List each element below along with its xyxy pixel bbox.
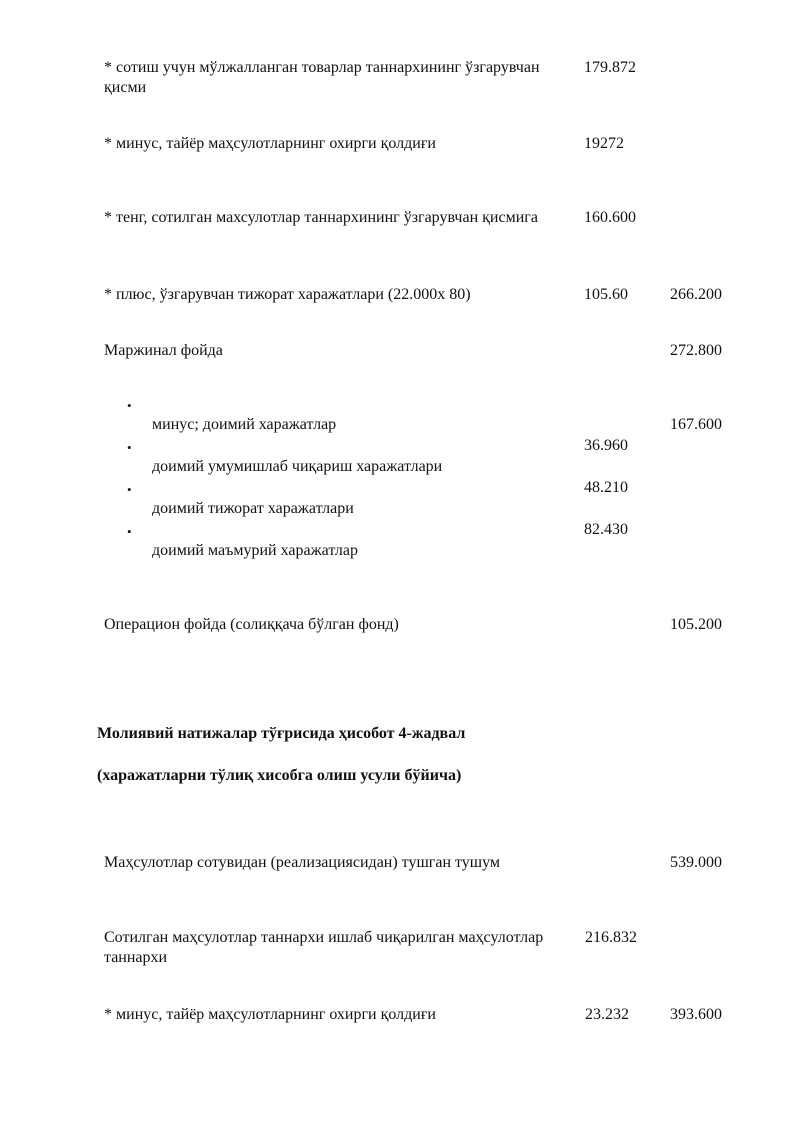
row-value: 19272 <box>584 135 624 152</box>
row-label: * плюс, ўзгарувчан тижорат харажатлари (22.000х 80) <box>104 286 471 303</box>
operating-profit-label: Операцион фойда (солиққача бўлган фонд) <box>104 616 399 633</box>
row-value: 216.832 <box>585 929 637 946</box>
row-value: 23.232 <box>585 1006 629 1023</box>
list-item-value: 82.430 <box>584 521 628 538</box>
bullet-icon: • <box>127 398 132 413</box>
bullet-icon: • <box>127 524 132 539</box>
row-total: 393.600 <box>670 1006 722 1023</box>
bullet-icon: • <box>127 440 132 455</box>
row-total: 539.000 <box>670 854 722 871</box>
row-value: 160.600 <box>584 209 636 226</box>
bullet-icon: • <box>127 482 132 497</box>
row-value: 105.60 <box>584 286 628 303</box>
list-item-label: доимий тижорат харажатлари <box>152 500 354 517</box>
row-label: Маржинал фойда <box>104 342 223 359</box>
row-label: * минус, тайёр маҳсулотларнинг охирги қолдиғи <box>104 1006 436 1023</box>
list-item-value: 48.210 <box>584 479 628 496</box>
list-item-value: 36.960 <box>584 437 628 454</box>
row-value: 179.872 <box>584 59 636 76</box>
operating-profit-value: 105.200 <box>670 616 722 633</box>
fixed-costs-total: 167.600 <box>670 416 722 433</box>
section-title: Молиявий натижалар тўғрисида ҳисобот 4-жадвал <box>97 725 466 742</box>
row-label: Сотилган маҳсулотлар таннархи ишлаб чиқарилган маҳсулотлар таннархи <box>104 929 544 966</box>
list-item-label: доимий умумишлаб чиқариш харажатлари <box>152 458 443 475</box>
row-label: * минус, тайёр маҳсулотларнинг охирги қолдиғи <box>104 135 436 152</box>
row-total: 272.800 <box>670 342 722 359</box>
section-subtitle: (харажатларни тўлиқ хисобга олиш усули бўйича) <box>97 767 462 784</box>
row-label: * сотиш учун мўлжалланган товарлар таннархининг ўзгарувчан қисми <box>104 59 540 96</box>
row-label: Маҳсулотлар сотувидан (реализациясидан) тушган тушум <box>104 854 501 871</box>
row-label: * тенг, сотилган махсулотлар таннархининг ўзгарувчан қисмига <box>104 209 538 226</box>
list-item-label: минус; доимий харажатлар <box>152 416 337 433</box>
list-item-label: доимий маъмурий харажатлар <box>152 542 359 559</box>
row-total: 266.200 <box>670 286 722 303</box>
